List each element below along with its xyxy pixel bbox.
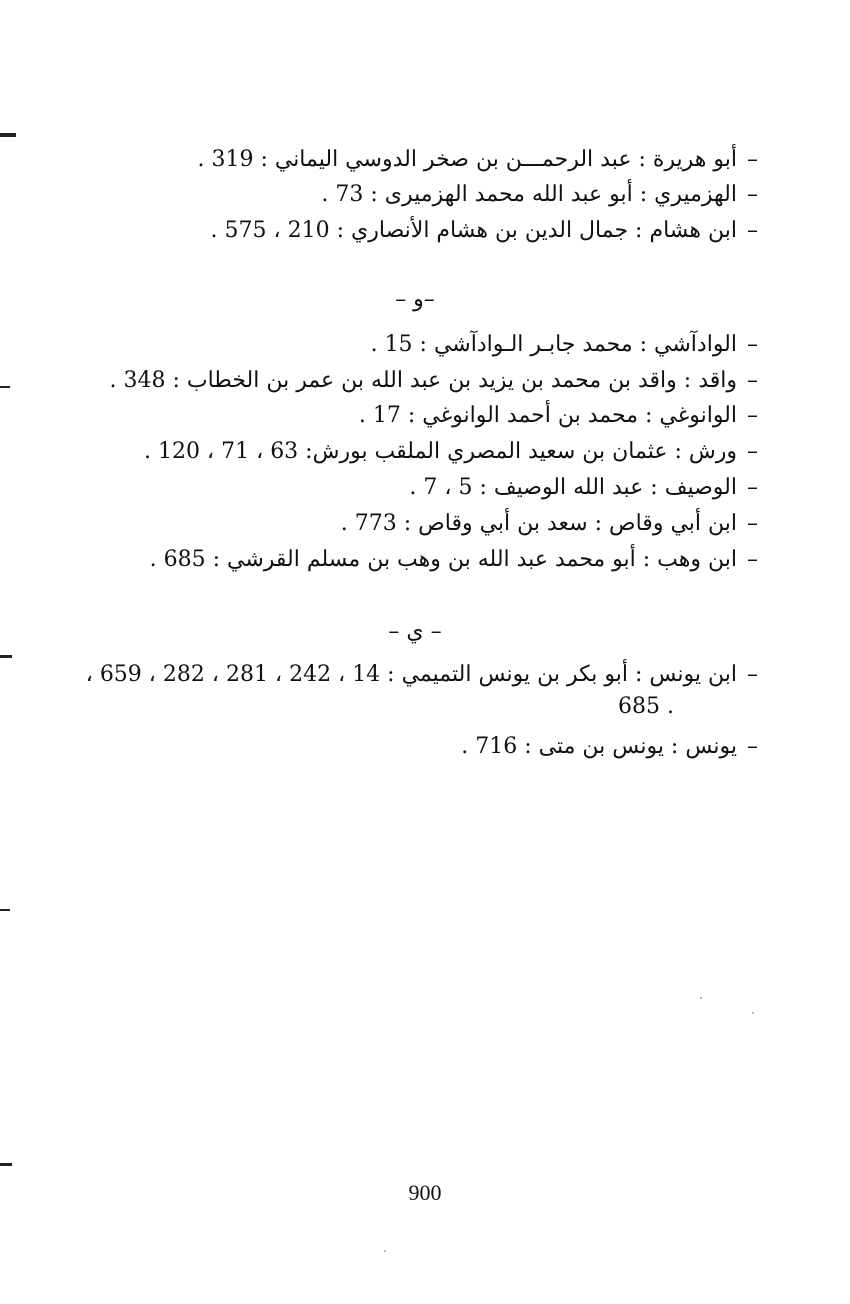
entry-text: ابن هشام : جمال الدين بن هشام الأنصاري : 210 ، 575 .	[210, 218, 737, 243]
index-entry	[144, 437, 758, 467]
index-entry	[197, 145, 758, 175]
entry-text: الوانوغي : محمد بن أحمد الوانوغي : 17 .	[358, 403, 737, 428]
index-entry-continuation	[618, 692, 674, 722]
entry-dash: –	[747, 734, 758, 759]
entry-text: الهزميري : أبو عبد الله محمد الهزميرى : 73 .	[321, 182, 737, 207]
scan-edge-mark	[0, 386, 10, 388]
scan-edge-mark	[0, 655, 12, 658]
scan-edge-mark	[0, 909, 10, 911]
entry-dash: –	[747, 475, 758, 500]
index-entry	[150, 545, 758, 575]
scan-edge-mark	[0, 1163, 12, 1166]
section-heading-ya: – ي –	[388, 619, 442, 644]
entry-text: يونس : يونس بن متى : 716 .	[461, 734, 737, 759]
index-entry	[211, 216, 758, 246]
index-entry	[341, 509, 758, 539]
entry-text: أبو هريرة : عبد الرحمـــن بن صخر الدوسي اليماني : 319 .	[197, 147, 737, 172]
scan-speck	[384, 1250, 386, 1252]
entry-dash: –	[747, 547, 758, 572]
index-entry	[86, 660, 758, 690]
section-heading-waw: –و –	[395, 287, 435, 312]
page-number: 900	[408, 1180, 442, 1205]
entry-dash: –	[747, 662, 758, 687]
entry-text: واقد : واقد بن محمد بن يزيد بن عبد الله بن عمر بن الخطاب : 348 .	[109, 368, 737, 393]
index-entry	[321, 180, 758, 210]
scan-speck	[752, 1012, 754, 1014]
entry-text: ابن أبي وقاص : سعد بن أبي وقاص : 773 .	[340, 511, 737, 536]
entry-text: ابن وهب : أبو محمد عبد الله بن وهب بن مسلم القرشي : 685 .	[149, 547, 737, 572]
index-entry	[359, 401, 758, 431]
scan-edge-mark	[0, 133, 16, 137]
index-entry	[109, 366, 758, 396]
entry-dash: –	[747, 403, 758, 428]
entry-dash: –	[747, 439, 758, 464]
entry-text: ابن يونس : أبو بكر بن يونس التميمي : 14 ، 242 ، 281 ، 282 ، 659 ،	[85, 662, 737, 687]
entry-dash: –	[747, 218, 758, 243]
entry-text: الوادآشي : محمد جابـر الـوادآشي : 15 .	[370, 332, 737, 357]
entry-text: 685 .	[618, 694, 674, 719]
entry-text: الوصيف : عبد الله الوصيف : 5 ، 7 .	[409, 475, 737, 500]
entry-text: ورش : عثمان بن سعيد المصري الملقب بورش: 63 ، 71 ، 120 .	[144, 439, 737, 464]
entry-dash: –	[747, 332, 758, 357]
entry-dash: –	[747, 368, 758, 393]
entry-dash: –	[747, 182, 758, 207]
entry-dash: –	[747, 147, 758, 172]
index-entry	[461, 732, 758, 762]
index-entry	[409, 473, 758, 503]
index-entry	[371, 330, 758, 360]
entry-dash: –	[747, 511, 758, 536]
scan-speck	[700, 997, 702, 999]
